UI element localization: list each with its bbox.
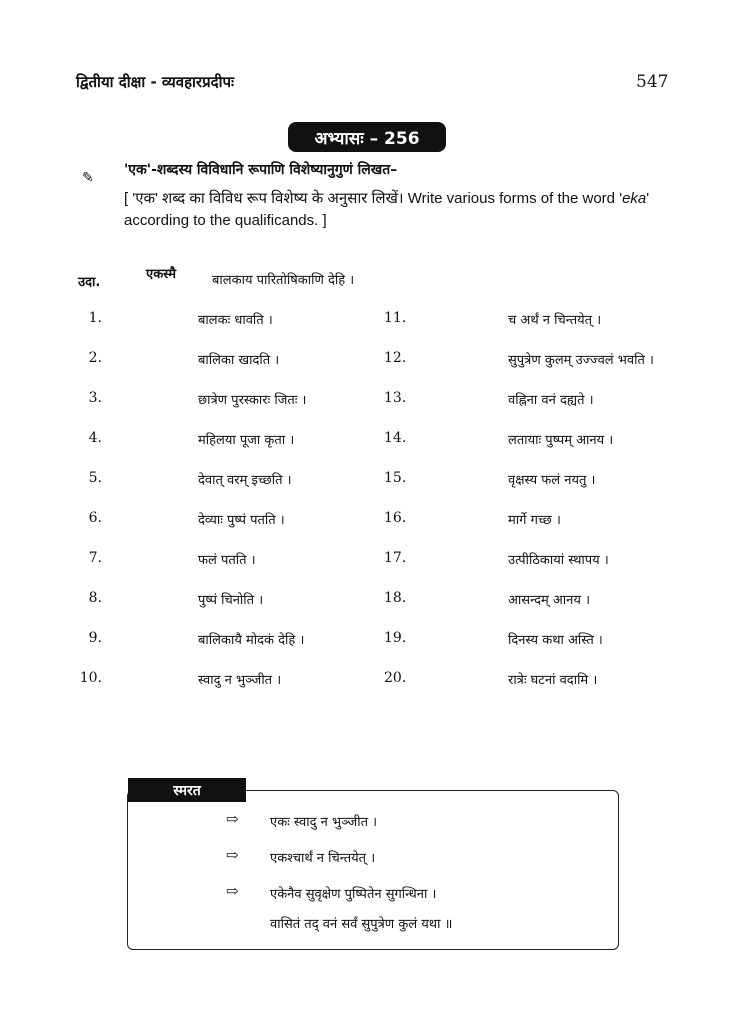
arrow-right-icon: ⇨ (226, 846, 239, 864)
item-sentence: दिनस्य कथा अस्ति । (508, 633, 603, 648)
item-sentence: मार्गे गच्छ । (508, 513, 561, 528)
list-item (0, 660, 746, 700)
running-header: द्वितीया दीक्षा - व्यवहारप्रदीपः (76, 73, 235, 91)
item-number: 20. (384, 670, 407, 686)
example-label: उदा. (78, 275, 101, 290)
item-number: 16. (384, 510, 407, 526)
item-sentence: वृक्षस्य फलं नयतु । (508, 473, 596, 488)
exercise-translation (124, 188, 680, 232)
item-number: 11. (384, 310, 407, 326)
list-item (0, 500, 746, 540)
item-number: 19. (384, 630, 407, 646)
item-sentence: देवात् वरम् इच्छति । (198, 473, 292, 488)
item-sentence: पुष्पं चिनोति । (198, 593, 264, 608)
remember-line-1: एकः स्वादु न भुञ्जीत । (270, 815, 378, 830)
item-number: 8. (88, 590, 102, 606)
item-sentence: महिलया पूजा कृता । (198, 433, 295, 448)
item-sentence: च अर्थं न चिन्तयेत् । (508, 313, 602, 328)
list-item (0, 460, 746, 500)
item-sentence: सुपुत्रेण कुलम् उज्ज्वलं भवति । (508, 353, 654, 368)
item-number: 1. (88, 310, 102, 326)
item-number: 3. (88, 390, 102, 406)
item-sentence: बालिका खादति । (198, 353, 280, 368)
item-number: 18. (384, 590, 407, 606)
item-number: 13. (384, 390, 407, 406)
list-item (0, 300, 746, 340)
item-number: 15. (384, 470, 407, 486)
item-sentence: छात्रेण पुरस्कारः जितः । (198, 393, 307, 408)
item-sentence: लतायाः पुष्पम् आनय । (508, 433, 614, 448)
list-item (0, 420, 746, 460)
item-number: 10. (79, 670, 102, 686)
remember-line-3: एकेनैव सुवृक्षेण पुष्पितेन सुगन्धिना । (270, 887, 437, 902)
list-item (0, 340, 746, 380)
remember-line-4: वासितं तद् वनं सर्वं सुपुत्रेण कुलं यथा ॥ (270, 917, 453, 932)
translation-hindi: [ 'एक' शब्द का विविध रूप विशेष्य के अनुसार लिखें। (124, 190, 404, 207)
item-sentence: बालिकायै मोदकं देहि । (198, 633, 305, 648)
item-sentence: स्वादु न भुञ्जीत । (198, 673, 282, 688)
item-number: 5. (88, 470, 102, 486)
translation-english-1: Write various forms of the word ' (403, 190, 623, 207)
exercise-title: अभ्यासः – 256 (288, 122, 446, 152)
item-number: 12. (384, 350, 407, 366)
item-number: 17. (384, 550, 407, 566)
item-sentence: वह्निना वनं दह्यते । (508, 393, 594, 408)
item-sentence: देव्याः पुष्पं पतति । (198, 513, 285, 528)
list-item (0, 620, 746, 660)
example-sentence: बालकाय पारितोषिकाणि देहि । (212, 273, 355, 288)
item-sentence: उत्पीठिकायां स्थापय । (508, 553, 609, 568)
remember-title: स्मरत (128, 778, 246, 802)
item-sentence: फलं पतति । (198, 553, 256, 568)
item-sentence: रात्रेः घटनां वदामि । (508, 673, 598, 688)
arrow-right-icon: ⇨ (226, 810, 239, 828)
list-item (0, 380, 746, 420)
item-number: 9. (88, 630, 102, 646)
item-number: 6. (88, 510, 102, 526)
list-item (0, 540, 746, 580)
exercise-list (0, 300, 746, 700)
remember-line-2: एकश्चार्थं न चिन्तयेत् । (270, 851, 376, 866)
page-number: 547 (636, 72, 669, 92)
item-sentence: आसन्दम् आनय । (508, 593, 591, 608)
translation-english-italic: eka (622, 190, 647, 207)
translation-english-2: ' according to the qualificands. ] (124, 190, 650, 229)
pencil-icon: ✎ (82, 170, 94, 186)
arrow-right-icon: ⇨ (226, 882, 239, 900)
item-sentence: बालकः धावति । (198, 313, 273, 328)
list-item (0, 580, 746, 620)
item-number: 2. (88, 350, 102, 366)
item-number: 7. (88, 550, 102, 566)
item-number: 4. (88, 430, 102, 446)
item-number: 14. (384, 430, 407, 446)
example-form: एकस्मै (146, 267, 177, 282)
exercise-instruction: 'एक'-शब्दस्य विविधानि रूपाणि विशेष्यानुगुणं लिखत– (124, 162, 398, 178)
